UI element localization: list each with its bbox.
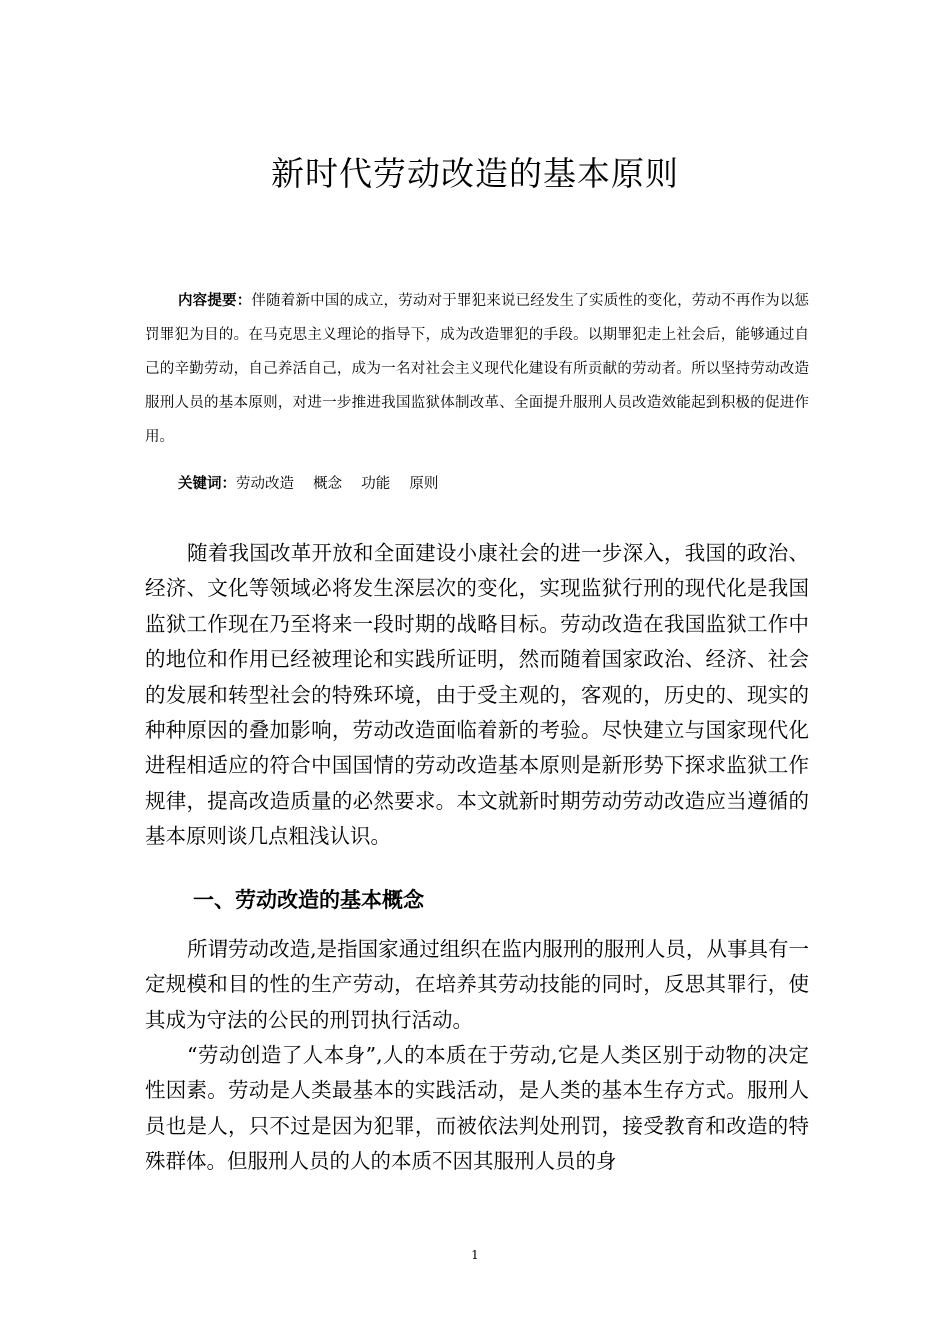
section-heading: 一、劳动改造的基本概念 xyxy=(193,888,424,912)
abstract-label: 内容提要： xyxy=(178,293,252,309)
document-title: 新时代劳动改造的基本原则 xyxy=(271,154,679,193)
keywords-line xyxy=(178,467,798,501)
keywords-label: 关键词： xyxy=(178,476,236,492)
section-paragraph-definition: 所谓劳动改造,是指国家通过组织在监内服刑的服刑人员，从事具有一定规模和目的性的生产劳动，在培养其劳动技能的同时，反思其罪行，使其成为守法的公民的刑罚执行活动。 xyxy=(145,937,809,1032)
abstract-text: 伴随着新中国的成立，劳动对于罪犯来说已经发生了实质性的变化，劳动不再作为以惩罚罪犯为目的。在马克思主义理论的指导下，成为改造罪犯的手段。以期罪犯走上社会后，能够通过自己的辛勤劳动，自己养活自己，成为一名对社会主义现代化建设有所贡献的劳动者。所以坚持劳动改造服刑人员的基本原则，对进一步推进我国监狱体制改革、全面提升服刑人员改造效能起到积极的促进作用。 xyxy=(145,293,810,445)
abstract-paragraph xyxy=(145,284,809,454)
intro-paragraph: 随着我国改革开放和全面建设小康社会的进一步深入，我国的政治、经济、文化等领域必将发生深层次的变化，实现监狱行刑的现代化是我国监狱工作现在乃至将来一段时期的战略目标。劳动改造在我国监狱工作中的地位和作用已经被理论和实践所证明，然而随着国家政治、经济、社会的发展和转型社会的特殊环境，由于受主观的，客观的，历史的、现实的种种原因的叠加影响，劳动改造面临着新的考验。尽快建立与国家现代化进程相适应的符合中国国情的劳动改造基本原则是新形势下探求监狱工作规律，提高改造质量的必然要求。本文就新时期劳动劳动改造应当遵循的基本原则谈几点粗浅认识。 xyxy=(145,541,809,849)
page-number: 1 xyxy=(471,1248,479,1262)
keywords-text: 劳动改造 概念 功能 原则 xyxy=(236,476,439,492)
section-paragraph-labor-essence: “劳动创造了人本身”,人的本质在于劳动,它是人类区别于动物的决定性因素。劳动是人类最基本的实践活动，是人类的基本生存方式。服刑人员也是人，只不过是因为犯罪，而被依法判处刑罚，接受教育和改造的特殊群体。但服刑人员的人的本质不因其服刑人员的身 xyxy=(145,1043,809,1174)
